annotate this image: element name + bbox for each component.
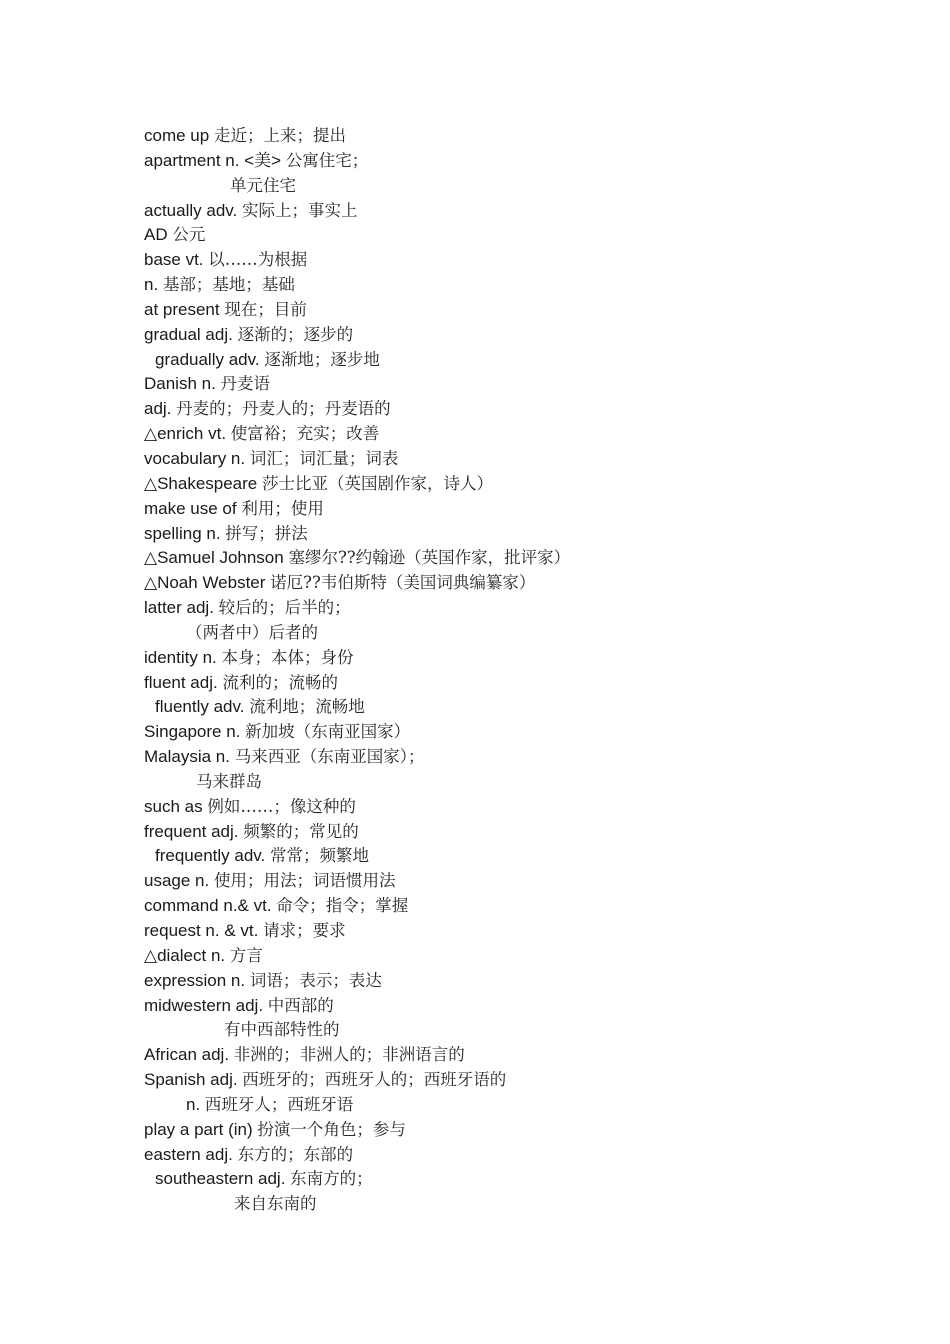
entry-chinese: 逐渐的；逐步的 xyxy=(237,324,354,344)
entry-english: gradually adv. xyxy=(155,349,265,369)
vocab-entry-continuation xyxy=(144,770,570,795)
vocabulary-list xyxy=(144,124,570,1217)
entry-english: expression n. xyxy=(144,970,250,990)
vocab-entry-continuation xyxy=(144,174,570,199)
entry-english: △dialect n. xyxy=(144,945,230,965)
vocab-entry xyxy=(144,199,570,224)
vocab-entry xyxy=(144,919,570,944)
vocab-entry xyxy=(144,422,570,447)
entry-chinese: （两者中）后者的 xyxy=(186,622,318,642)
entry-english: fluent adj. xyxy=(144,672,223,692)
vocab-entry-derivative xyxy=(144,844,570,869)
entry-english: Malaysia n. xyxy=(144,747,235,767)
entry-chinese: 马来西亚（东南亚国家）； xyxy=(234,747,425,767)
entry-english: identity n. xyxy=(144,647,222,667)
entry-english: African adj. xyxy=(144,1045,234,1065)
entry-english: usage n. xyxy=(144,871,214,891)
entry-chinese: 来自东南的 xyxy=(234,1194,317,1214)
entry-chinese: 东方的；东部的 xyxy=(237,1144,354,1164)
entry-english: southeastern adj. xyxy=(155,1169,291,1189)
vocab-entry xyxy=(144,447,570,472)
vocab-entry xyxy=(144,1118,570,1143)
entry-chinese: 利用；使用 xyxy=(241,498,324,518)
entry-english: at present xyxy=(144,299,225,319)
vocab-entry xyxy=(144,994,570,1019)
entry-chinese: 方言 xyxy=(229,945,263,965)
vocab-entry xyxy=(144,944,570,969)
entry-english: △Noah Webster xyxy=(144,573,271,593)
entry-english: Spanish adj. xyxy=(144,1070,243,1090)
vocab-entry xyxy=(144,820,570,845)
entry-chinese: 请求；要求 xyxy=(263,921,346,940)
vocab-entry xyxy=(144,546,570,571)
vocab-entry xyxy=(144,298,570,323)
vocab-entry xyxy=(144,248,570,273)
vocab-entry xyxy=(144,795,570,820)
entry-chinese: 非洲的；非洲人的；非洲语言的 xyxy=(233,1045,465,1065)
entry-chinese: 频繁的；常见的 xyxy=(243,821,359,841)
entry-chinese: 诺厄??韦伯斯特（美国词典编纂家） xyxy=(270,573,536,593)
entry-chinese: 使富裕；充实；改善 xyxy=(230,424,380,444)
vocab-entry-continuation xyxy=(144,621,570,646)
entry-english: spelling n. xyxy=(144,523,226,543)
entry-english: such as xyxy=(144,796,208,816)
vocab-entry xyxy=(144,596,570,621)
entry-chinese: 现在；目前 xyxy=(224,299,307,319)
entry-chinese: 实际上；事实上 xyxy=(241,200,358,220)
entry-english: △Samuel Johnson xyxy=(144,548,289,568)
entry-english: latter adj. xyxy=(144,598,219,618)
entry-chinese: 有中西部特性的 xyxy=(224,1020,340,1040)
entry-english: command n.& vt. xyxy=(144,896,277,916)
entry-chinese: 词语；表示；表达 xyxy=(249,970,382,990)
entry-english: Danish n. xyxy=(144,374,221,394)
entry-chinese: 词汇；词汇量；词表 xyxy=(249,448,399,468)
vocab-entry xyxy=(144,571,570,596)
entry-chinese: 马来群岛 xyxy=(196,771,262,791)
entry-chinese: 塞缪尔??约翰逊（英国作家，批评家） xyxy=(288,548,571,568)
entry-chinese: 例如……；像这种的 xyxy=(207,796,356,816)
entry-chinese: 拼写；拼法 xyxy=(225,523,308,543)
vocab-entry xyxy=(144,472,570,497)
vocab-entry xyxy=(144,869,570,894)
vocab-entry xyxy=(144,745,570,770)
entry-english: make use of xyxy=(144,498,242,518)
entry-english: △Shakespeare xyxy=(144,473,262,493)
entry-english: play a part (in) xyxy=(144,1119,258,1139)
entry-chinese: 本身；本体；身份 xyxy=(221,647,354,667)
vocab-entry xyxy=(144,671,570,696)
vocab-entry-derivative xyxy=(144,1167,570,1192)
entry-chinese: 丹麦语 xyxy=(220,374,271,394)
entry-chinese: 流利地；流畅地 xyxy=(249,697,365,717)
entry-english: vocabulary n. xyxy=(144,448,250,468)
entry-english: △enrich vt. xyxy=(144,424,231,444)
entry-chinese: 基部；基地；基础 xyxy=(162,275,295,295)
entry-chinese: 流利的；流畅的 xyxy=(222,672,338,692)
entry-english: fluently adv. xyxy=(155,697,250,717)
entry-english: actually adv. xyxy=(144,200,242,220)
vocab-entry xyxy=(144,1068,570,1093)
entry-chinese: 莎士比亚（英国剧作家，诗人） xyxy=(261,473,493,493)
entry-english: frequent adj. xyxy=(144,821,244,841)
entry-chinese: 东南方的； xyxy=(290,1169,373,1189)
entry-chinese: 丹麦的；丹麦人的；丹麦语的 xyxy=(176,399,391,419)
vocab-entry xyxy=(144,397,570,422)
entry-english: midwestern adj. xyxy=(144,995,268,1015)
vocab-entry xyxy=(144,372,570,397)
entry-chinese: 走近；上来；提出 xyxy=(213,126,346,145)
entry-chinese: 扮演一个角色；参与 xyxy=(257,1119,406,1139)
entry-english: eastern adj. xyxy=(144,1144,238,1164)
entry-english: Singapore n. xyxy=(144,722,246,742)
entry-chinese: 公元 xyxy=(172,225,206,245)
vocab-entry xyxy=(144,720,570,745)
vocab-entry xyxy=(144,223,570,248)
entry-chinese: 逐渐地；逐步地 xyxy=(264,349,380,369)
vocab-entry-derivative xyxy=(144,695,570,720)
entry-english: base vt. xyxy=(144,250,209,270)
vocab-entry-continuation xyxy=(144,1093,570,1118)
vocab-entry-derivative xyxy=(144,348,570,373)
vocab-entry xyxy=(144,497,570,522)
vocab-entry xyxy=(144,894,570,919)
entry-english: gradual adj. xyxy=(144,324,238,344)
entry-english: apartment n. <美> xyxy=(144,150,286,170)
entry-english: come up xyxy=(144,126,214,145)
entry-english: AD xyxy=(144,225,173,245)
entry-chinese: 常常；频繁地 xyxy=(269,846,369,866)
vocab-entry-continuation xyxy=(144,1018,570,1043)
entry-chinese: 较后的；后半的； xyxy=(218,598,351,618)
entry-english: request n. & vt. xyxy=(144,921,264,940)
vocab-entry-continuation xyxy=(144,1192,570,1217)
entry-chinese: 使用；用法；词语惯用法 xyxy=(213,871,396,891)
vocab-entry xyxy=(144,273,570,298)
entry-chinese: 西班牙人；西班牙语 xyxy=(204,1094,354,1114)
vocab-entry xyxy=(144,149,570,174)
entry-chinese: 西班牙的；西班牙人的；西班牙语的 xyxy=(242,1070,507,1090)
vocab-entry xyxy=(144,1143,570,1168)
entry-chinese: 单元住宅 xyxy=(230,175,296,195)
vocab-entry xyxy=(144,323,570,348)
entry-english: frequently adv. xyxy=(155,846,270,866)
entry-chinese: 命令；指令；掌握 xyxy=(276,896,409,916)
vocab-entry xyxy=(144,124,570,149)
vocab-entry xyxy=(144,1043,570,1068)
entry-english: n. xyxy=(186,1094,205,1114)
vocab-entry xyxy=(144,522,570,547)
vocab-entry xyxy=(144,646,570,671)
entry-chinese: 以……为根据 xyxy=(208,250,308,270)
entry-chinese: 公寓住宅； xyxy=(285,150,369,170)
entry-chinese: 新加坡（东南亚国家） xyxy=(245,722,411,742)
vocab-entry xyxy=(144,969,570,994)
entry-chinese: 中西部的 xyxy=(267,995,334,1015)
entry-english: adj. xyxy=(144,399,177,419)
entry-english: n. xyxy=(144,275,163,295)
